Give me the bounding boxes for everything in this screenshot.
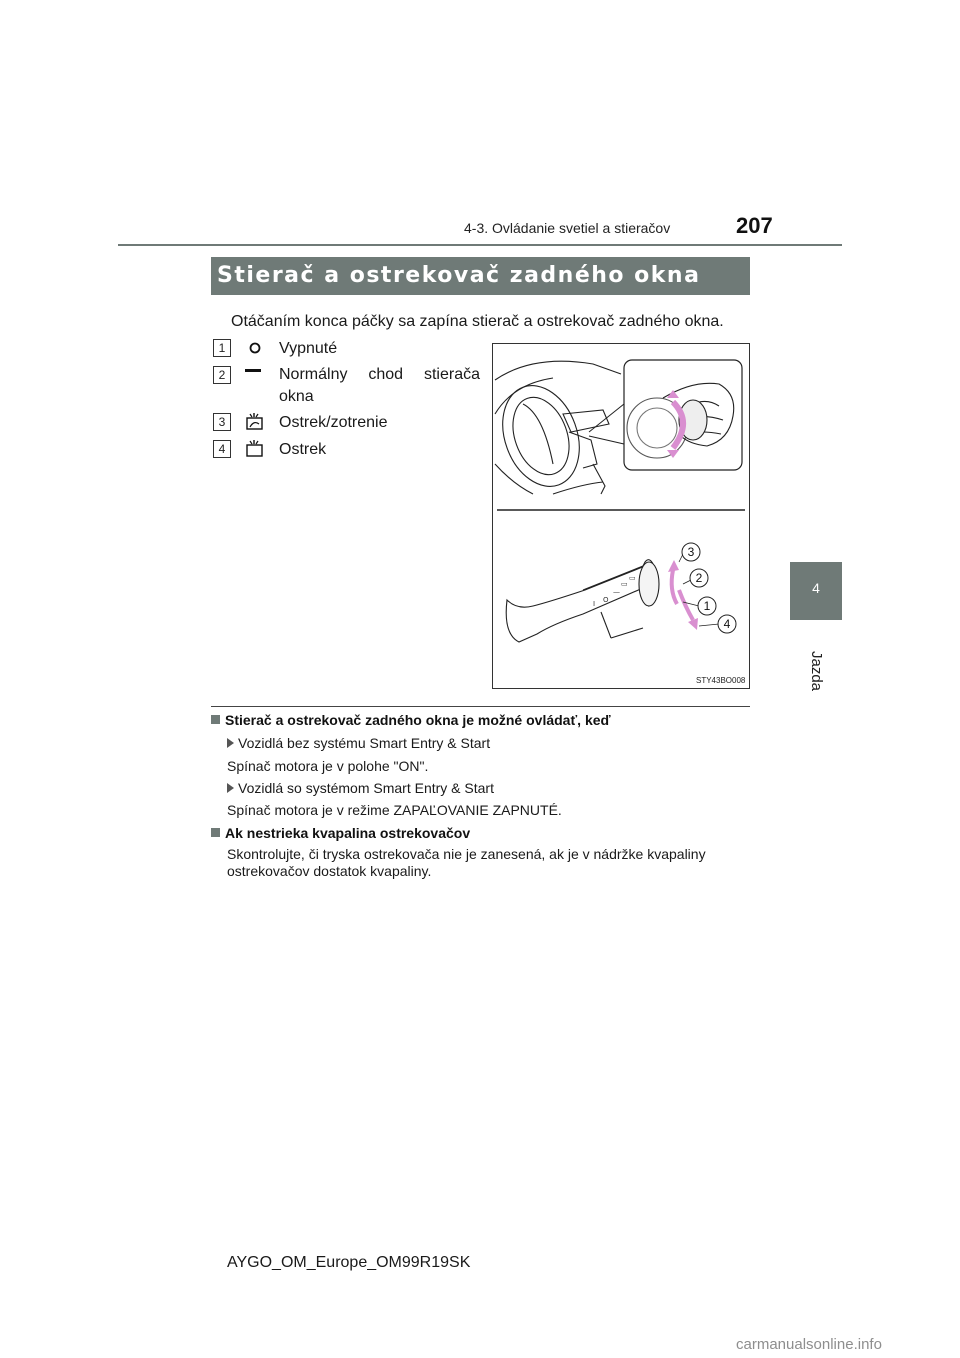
chapter-tab [790,562,842,620]
svg-text:▭: ▭ [621,580,628,588]
chapter-number: 4 [812,580,820,596]
callout-line-4 [699,624,719,626]
position-number-2: 2 [213,366,231,384]
svg-text:O: O [603,596,609,604]
inset-pointer-line [589,404,624,432]
position-number-4: 4 [213,440,231,458]
position-label-wash-wipe: Ostrek/zotrenie [279,414,388,431]
note-text-check-nozzle-line1: Skontrolujte, či tryska ostrekovača nie je zanesená, ak je v nádržke kvapaliny [227,846,706,862]
note-heading-no-fluid-text: Ak nestrieka kvapalina ostrekovačov [225,825,471,841]
bullet-text-without-smart-entry: Vozidlá bez systému Smart Entry & Start [238,735,491,751]
position-label-wash: Ostrek [279,441,327,458]
notes-divider [211,706,750,707]
wash-wipe-icon [244,412,266,432]
callout-line-2 [683,580,691,584]
wiper-lever-illustration [492,343,750,689]
note-heading-no-fluid [211,825,470,841]
lever-arrow-up [672,570,677,604]
header-divider [118,244,842,246]
svg-text:▭: ▭ [629,574,636,582]
svg-text:I: I [593,600,596,608]
callout-label-4: 4 [723,617,731,631]
position-label-off: Vypnuté [279,340,338,357]
page-number: 207 [736,213,773,238]
document-footer: AYGO_OM_Europe_OM99R19SK [227,1254,471,1271]
position-label-normal-line1: Normálny chod stierača [279,366,480,383]
inset-pointer-line-2 [589,436,624,444]
chapter-label: Jazda [808,650,825,692]
square-bullet-icon [211,828,220,837]
callout-label-1: 1 [703,599,711,613]
steering-wheel-drawing [493,361,621,497]
note-text-check-nozzle-line2: ostrekovačov dostatok kvapaliny. [227,863,432,879]
section-title-bar [211,257,750,295]
lever-markings [593,574,636,608]
svg-text:—: — [613,588,620,596]
position-number-1: 1 [213,339,231,357]
note-heading-operation-text: Stierač a ostrekovač zadného okna je možné ovládať, keď [225,712,611,728]
note-text-engine-on: Spínač motora je v polohe "ON". [227,758,429,774]
lever-arrow-up-head [668,560,679,572]
triangle-bullet-icon [227,783,234,793]
bullet-text-with-smart-entry: Vozidlá so systémom Smart Entry & Start [238,780,494,796]
position-label-normal-line2: okna [279,388,314,405]
off-circle-icon [248,341,262,355]
watermark: carmanualsonline.info [736,1336,882,1353]
wash-icon [244,439,266,459]
lever-drawing [506,560,659,642]
note-heading-operation [211,712,611,728]
note-text-ignition-on: Spínač motora je v režime ZAPAĽOVANIE ZAPNUTÉ. [227,802,562,818]
section-title: Stierač a ostrekovač zadného okna [217,263,701,288]
bullet-item [227,735,490,751]
triangle-bullet-icon [227,738,234,748]
figure-code: STY43BO008 [696,676,746,685]
position-number-3: 3 [213,413,231,431]
header-section-title: 4-3. Ovládanie svetiel a stieračov [464,220,671,236]
lever-arrow-down [679,590,693,620]
intro-text: Otáčaním konca páčky sa zapína stierač a ostrekovač zadného okna. [231,313,724,330]
callout-label-2: 2 [695,571,703,585]
figure-drawing [493,344,749,688]
bullet-item [227,780,494,796]
callout-label-3: 3 [687,545,695,559]
dash-icon [244,366,264,376]
square-bullet-icon [211,715,220,724]
